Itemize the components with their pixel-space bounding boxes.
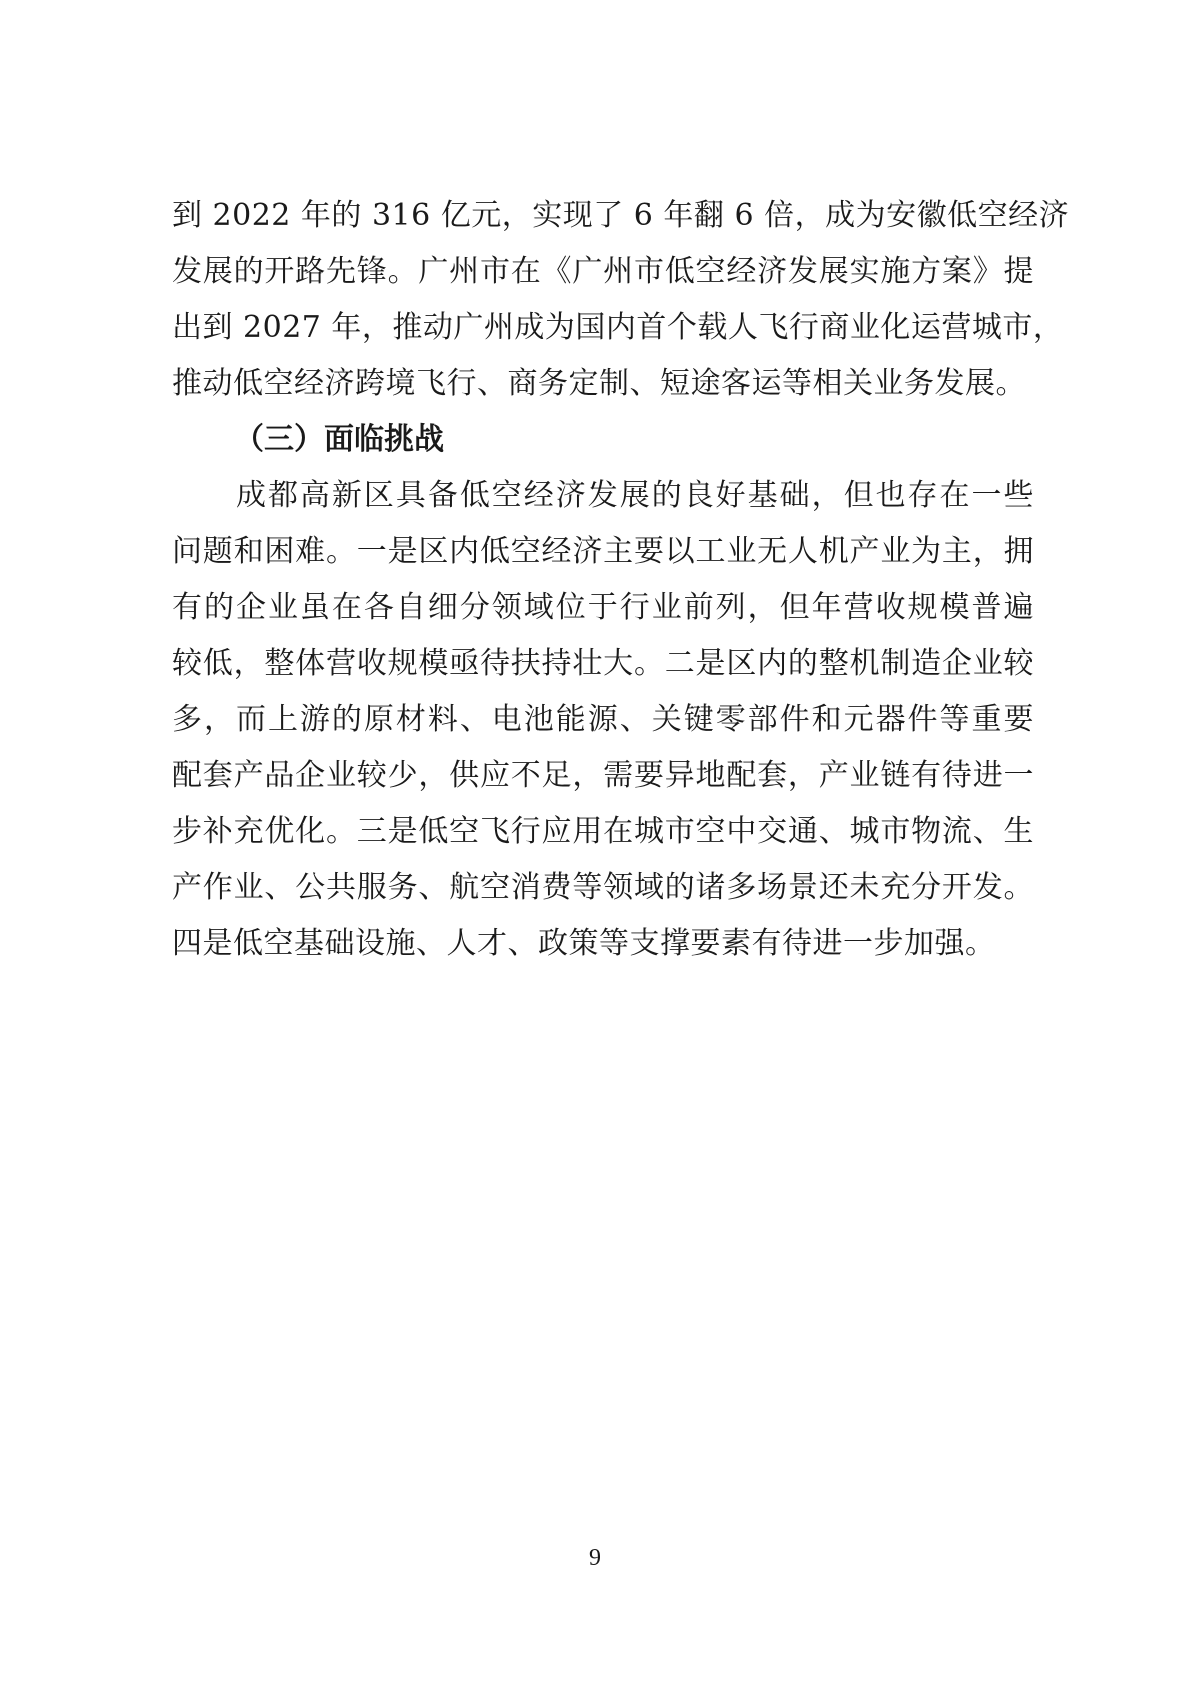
paragraph-line: 成都高新区具备低空经济发展的良好基础，但也存在一些 <box>172 478 1034 513</box>
body-text <box>172 188 1070 972</box>
paragraph-line: 较低，整体营收规模亟待扶持壮大。二是区内的整机制造企业较 <box>172 646 1034 681</box>
paragraph-line: 多，而上游的原材料、电池能源、关键零部件和元器件等重要 <box>172 702 1034 737</box>
paragraph-line: 到 2022 年的 316 亿元，实现了 6 年翻 6 倍，成为安徽低空经济 <box>172 198 1070 233</box>
paragraph-line: 步补充优化。三是低空飞行应用在城市空中交通、城市物流、生 <box>172 814 1034 849</box>
paragraph-line: 四是低空基础设施、人才、政策等支撑要素有待进一步加强。 <box>172 926 996 961</box>
page-number: 9 <box>589 1545 601 1571</box>
paragraph-line: 产作业、公共服务、航空消费等领域的诸多场景还未充分开发。 <box>172 870 1034 905</box>
paragraph-line: 有的企业虽在各自细分领域位于行业前列，但年营收规模普遍 <box>172 590 1034 625</box>
section-heading: （三）面临挑战 <box>234 422 444 457</box>
paragraph-line: 出到 2027 年，推动广州成为国内首个载人飞行商业化运营城市， <box>172 310 1064 345</box>
paragraph-line: 推动低空经济跨境飞行、商务定制、短途客运等相关业务发展。 <box>172 366 1026 401</box>
paragraph-line: 发展的开路先锋。广州市在《广州市低空经济发展实施方案》提 <box>172 254 1034 289</box>
paragraph-line: 配套产品企业较少，供应不足，需要异地配套，产业链有待进一 <box>172 758 1034 793</box>
paragraph-line: 问题和困难。一是区内低空经济主要以工业无人机产业为主，拥 <box>172 534 1034 569</box>
